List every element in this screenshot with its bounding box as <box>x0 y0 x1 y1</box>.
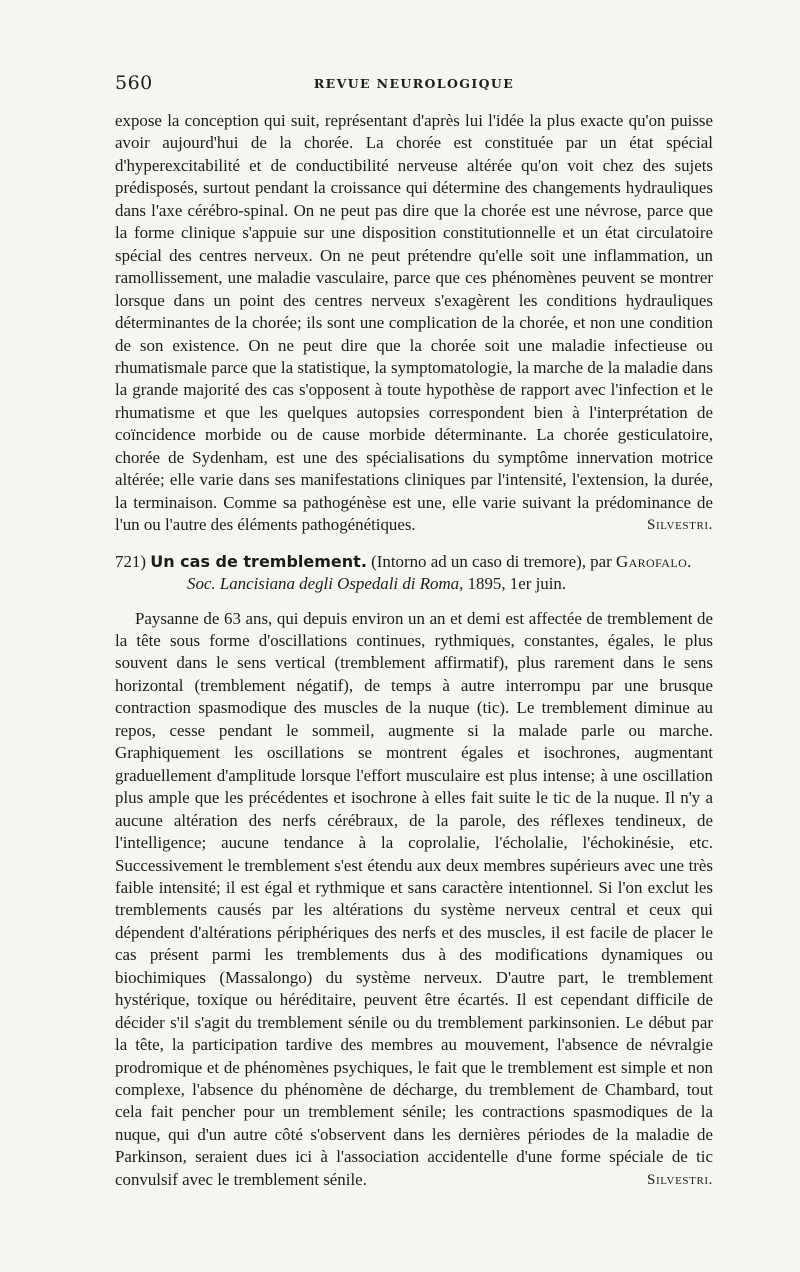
document-page <box>115 72 713 1191</box>
abstract-signature: Silvestri. <box>647 1171 713 1188</box>
abstract-original-title: (Intorno ad un caso di tremore), par <box>371 551 612 571</box>
page-number: 560 <box>115 72 153 94</box>
article-continuation-text: expose la conception qui suit, représentant d'après lui l'idée la plus exacte qu'on puisse avoir aujourd'hui de la chorée. La chorée est constituée par un état spécial d'hyperexcitabilité et de conductibilité nerveuse altérée qu'on voit chez des sujets prédisposés, surtout pendant la croissance qui détermine des changements hydrauliques dans l'axe cérébro-spinal. On ne peut pas dire que la chorée est une névrose, parce que la forme clinique s'appuie sur une disposition constitutionnelle et un état circulatoire spécial des centres nerveux. On ne peut prétendre qu'elle soit une inflammation, un ramollissement, une maladie vasculaire, parce que ces phénomènes peuvent se montrer lorsque dans un point des centres nerveux s'exagèrent les conditions hydrauliques déterminantes de la chorée; ils sont une complication de la chorée, et non une condition de son existence. On ne peut dire que la chorée soit une maladie infectieuse ou rhumatismale parce que la statistique, la symptomatologie, la marche de la maladie dans la grande majorité des cas s'opposent à toute hypothèse de rapport avec l'infection et le rhumatisme et que les quelques autopsies correspondent bien à l'interprétation de coïncidence morbide ou de cause morbide déterminante. La chorée gesticulatoire, chorée de Sydenham, est une des spécialisations du symptôme innervation motrice altérée; elle varie dans ses manifestations cliniques par l'intensité, l'extension, la durée, la terminaison. Comme sa pathogénèse est une, elle varie suivant la prédominance de l'un ou l'autre des éléments pathogénétiques. <box>115 111 713 535</box>
abstract-number: 721) <box>115 551 146 571</box>
journal-title: REVUE NEUROLOGIQUE <box>313 76 515 91</box>
abstract-source-date: 1895, 1er juin. <box>467 574 567 594</box>
abstract-source-society: Soc. Lancisiana degli Ospedali di Roma, <box>187 574 464 594</box>
article-continuation-signature: Silvestri. <box>647 517 713 534</box>
abstract-heading <box>115 551 713 573</box>
running-head <box>115 72 713 98</box>
abstract-body-text: Paysanne de 63 ans, qui depuis environ un an et demi est affectée de tremblement de la tête sous forme d'oscillations continues, rythmiques, constantes, égales, le plus souvent dans le sens vertical (tremblement affirmatif), plus rarement dans le sens horizontal (tremblement négatif), de temps à autre interrompu par une brusque contraction spasmodique des muscles de la nuque (tic). Le tremblement diminue au repos, cesse pendant le sommeil, augmente si la malade parle ou marche. Graphiquement les oscillations se montrent égales et isochrones, augmentant graduellement d'amplitude lorsque l'effort musculaire est plus intense; à une oscillation plus ample que les précédentes et isochrone à elles fait suite le tic de la nuque. Il n'y a aucune altération des nerfs cérébraux, de la parole, des réflexes tendineux, de l'intelligence; aucune tendance à la coprolalie, l'écholalie, l'échokinésie, etc. Successivement le tremblement s'est étendu aux deux membres supérieurs avec une très faible intensité; il est égal et rythmique et sans caractère intentionnel. Si l'on exclut les tremblements causés par les altérations du système nerveux central et ceux qui dépendent d'altérations périphériques des nerfs et des muscles, il est facile de placer le cas présent parmi les tremblements dus à des modifications dynamiques ou biochimiques (Massalongo) du système nerveux. D'autre part, le tremblement hystérique, toxique ou héréditaire, peuvent être écartés. Il est cependant difficile de décider s'il s'agit du tremblement sénile ou du tremblement parkinsonien. Le début par la tête, la participation tardive des membres au mouvement, l'absence de névralgie prodromique et de phénomènes psychiques, le fait que le tremblement est simple et non complexe, l'absence du phénomène de décharge, du tremblement de Chambard, tout cela fait pencher pour un tremblement sénile; les contractions spasmodiques de la nuque, qui d'un autre côté s'observent dans les dernières périodes de la maladie de Parkinson, seraient dues ici à l'association accidentelle d'une forme spéciale de tic convulsif avec le tremblement sénile. <box>115 608 713 1189</box>
article-continuation <box>115 110 713 537</box>
abstract-author: Garofalo. <box>615 551 692 571</box>
abstract-721 <box>115 551 713 1192</box>
abstract-source <box>115 573 713 595</box>
abstract-title: Un cas de tremblement. <box>150 551 367 571</box>
abstract-body <box>115 608 713 1192</box>
